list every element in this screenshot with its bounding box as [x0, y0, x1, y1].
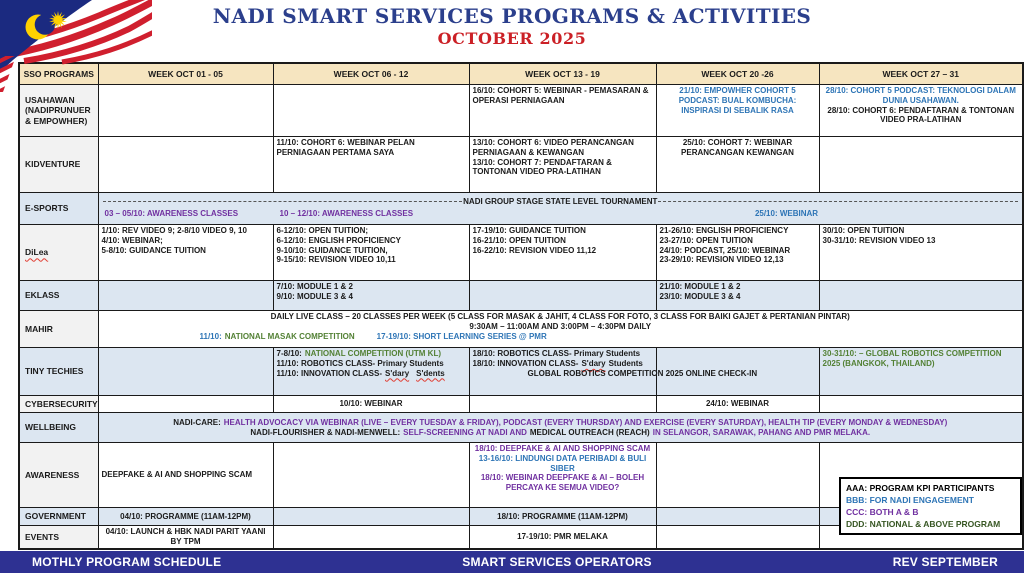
event-entry [277, 349, 466, 359]
cell [273, 281, 469, 311]
event-entry: 25/10: WEBINAR [754, 209, 819, 218]
cell [273, 526, 469, 549]
cell [656, 281, 819, 311]
event-entry: 21/10: EMPOWHER COHORT 5 PODCAST: BUAL KOMBUCHA: INSPIRASI DI SEBALIK RASA [678, 86, 797, 115]
cell [469, 396, 656, 413]
row-tiny-techies [19, 348, 1023, 396]
event-entry [277, 369, 466, 379]
event-text: MEDICAL OUTREACH (REACH) [529, 427, 650, 437]
cell [656, 526, 819, 549]
event-entry: 5-8/10: GUIDANCE TUITION [101, 245, 206, 255]
event-entry: 23-29/10: REVISION VIDEO 12,13 [659, 255, 784, 265]
event-text: NATIONAL MASAK COMPETITION [224, 331, 355, 341]
row-label: GOVERNMENT [19, 508, 98, 526]
row-label [19, 225, 98, 281]
cell [469, 281, 656, 311]
event-entry: 6-12/10: ENGLISH PROFICIENCY [276, 235, 401, 245]
event-entry: 18/10: ROBOTICS CLASS- Primary Students [472, 349, 641, 358]
row-label: KIDVENTURE [19, 137, 98, 193]
event-entry: 16-21/10: OPEN TUITION [472, 235, 566, 245]
cell [273, 225, 469, 281]
event-entry [102, 418, 1020, 428]
event-text: 18/10: INNOVATION CLASS- [472, 358, 579, 368]
event-entry: 7/10: MODULE 1 & 2 [276, 282, 353, 291]
header-cell-week4: WEEK OCT 20 -26 [656, 63, 819, 85]
page-subtitle: OCTOBER 2025 [437, 29, 587, 48]
misspelled-word: S'dents [416, 368, 445, 378]
row-label: EKLASS [19, 281, 98, 311]
program-prefix: NADI-FLOURISHER & NADI-MENWELL: [250, 427, 401, 437]
event-entry: 9-10/10: GUIDANCE TUITION, [276, 245, 388, 255]
event-text: SELF-SCREENING AT NADI AND [403, 427, 527, 437]
cell [819, 348, 1023, 396]
malaysia-flag-logo [0, 0, 152, 96]
cell [819, 85, 1023, 137]
event-entry [473, 359, 653, 369]
row-label: USAHAWAN (NADIPRUNUER & EMPOWHER) [19, 85, 98, 137]
row-label-text: DiLea [25, 247, 49, 258]
event-entry: 18/10: DEEPFAKE & AI AND SHOPPING SCAM [474, 444, 651, 453]
cell [98, 137, 273, 193]
event-entry: DAILY LIVE CLASS – 20 CLASSES PER WEEK (5 CLASS FOR MASAK & JAHIT, 4 CLASS FOR FOTO, 3 CLASS FOR BAIKI GAJET & PERTANIAN PINTAR) [270, 312, 850, 321]
cell [273, 85, 469, 137]
header-cell-week1: WEEK OCT 01 - 05 [98, 63, 273, 85]
page-title: NADI SMART SERVICES PROGRAMS & ACTIVITIES [212, 4, 812, 28]
row-esports [19, 193, 1023, 225]
event-entry [102, 428, 1020, 438]
row-mahir [19, 311, 1023, 348]
dashed-rule [103, 201, 463, 202]
date-prefix: 11/10: [199, 331, 222, 341]
cell [469, 225, 656, 281]
header-cell-week2: WEEK OCT 06 - 12 [273, 63, 469, 85]
row-label: MAHIR [19, 311, 98, 348]
page-header [0, 4, 1024, 48]
header-cell-week5: WEEK OCT 27 – 31 [819, 63, 1023, 85]
footer-right: REV SEPTEMBER [892, 555, 998, 569]
cell [98, 281, 273, 311]
cell [273, 508, 469, 526]
event-text: 11/10: INNOVATION CLASS- [276, 368, 382, 378]
event-text: HEALTH ADVOCACY VIA WEBINAR (LIVE – EVERY TUESDAY & FRIDAY), PODCAST (EVERY THURSDAY) AND EXERCISE (EVERY SATURDAY), HEALTH TIP (EVERY MONDAY & WEDNESDAY) [223, 417, 948, 427]
cell [273, 137, 469, 193]
cell [98, 348, 273, 396]
cell-merged [98, 193, 1023, 225]
event-entry: 10 – 12/10: AWARENESS CLASSES [279, 209, 414, 218]
event-entry: 4/10: WEBINAR; [101, 235, 163, 245]
cell: 04/10: LAUNCH & HBK NADI PARIT YAANI BY TPM [98, 526, 273, 549]
header-cell-week3: WEEK OCT 13 - 19 [469, 63, 656, 85]
row-label: E-SPORTS [19, 193, 98, 225]
event-entry: 23-27/10: OPEN TUITION [659, 235, 753, 245]
event-entry: 23/10: MODULE 3 & 4 [659, 291, 741, 301]
event-entry: 03 – 05/10: AWARENESS CLASSES [104, 209, 239, 218]
legend-item-ddd: DDD: NATIONAL & ABOVE PROGRAM [846, 519, 1001, 530]
cell [819, 281, 1023, 311]
event-entry: 13-16/10: LINDUNGI DATA PERIBADI & BULI SIBER [478, 453, 647, 473]
cell [469, 348, 758, 396]
cell: 17-19/10: PMR MELAKA [469, 526, 656, 549]
event-entry: 30/10: OPEN TUITION [822, 226, 905, 235]
event-entry: 30-31/10: REVISION VIDEO 13 [822, 235, 936, 245]
event-text: Students [608, 358, 643, 368]
legend-item-aaa: AAA: PROGRAM KPI PARTICIPANTS [846, 483, 995, 493]
event-entry: 24/10: PODCAST, 25/10: WEBINAR [659, 245, 791, 255]
event-entry: 25/10: COHORT 7: WEBINAR PERANCANGAN KEWANGAN [681, 138, 794, 157]
program-prefix: NADI-CARE: [173, 417, 221, 427]
event-entry: GLOBAL ROBOTICS COMPETITION 2025 ONLINE CHECK-IN [527, 368, 758, 378]
footer-bar [0, 551, 1024, 573]
tournament-line [99, 193, 1023, 207]
cell [656, 443, 819, 508]
row-label: AWARENESS [19, 443, 98, 508]
row-eklass [19, 281, 1023, 311]
dashed-rule [658, 201, 1018, 202]
header-cell-programs: SSO PROGRAMS [19, 63, 98, 85]
cell [98, 225, 273, 281]
cell: 24/10: WEBINAR [656, 396, 819, 413]
event-entry: 21/10: MODULE 1 & 2 [659, 282, 741, 291]
event-entry: 11/10: ROBOTICS CLASS- Primary Students [276, 358, 444, 368]
event-entry: 18/10: WEBINAR DEEPFAKE & AI – BOLEH PERCAYA KE SEMUA VIDEO? [480, 473, 645, 492]
row-label: TINY TECHIES [19, 348, 98, 396]
event-entry: 30-31/10: – GLOBAL ROBOTICS COMPETITION 2025 (BANGKOK, THAILAND) [822, 349, 1002, 368]
date-prefix: 7-8/10: [276, 349, 302, 358]
event-entry: 9-15/10: REVISION VIDEO 10,11 [276, 255, 396, 265]
cell: 18/10: PROGRAMME (11AM-12PM) [469, 508, 656, 526]
event-entry: 21-26/10: ENGLISH PROFICIENCY [659, 226, 789, 235]
event-entry: 9:30AM – 11:00AM AND 3:00PM – 4:30PM DAILY [469, 321, 652, 331]
legend-item-ccc: CCC: BOTH A & B [846, 507, 919, 518]
cell [469, 137, 656, 193]
cell [819, 137, 1023, 193]
event-entry: 13/10: COHORT 7: PENDAFTARAN & TONTONAN VIDEO PRA-LATIHAN [472, 157, 612, 177]
event-entry: 13/10: COHORT 6: VIDEO PERANCANGAN PERNIAGAAN & KEWANGAN [472, 138, 634, 157]
cell [273, 348, 469, 396]
cell [469, 443, 656, 508]
event-entry: 17-19/10: GUIDANCE TUITION [472, 226, 586, 235]
cell [656, 137, 819, 193]
footer-left: MOTHLY PROGRAM SCHEDULE [32, 555, 222, 569]
cell: 04/10: PROGRAMME (11AM-12PM) [98, 508, 273, 526]
cell [656, 85, 819, 137]
event-entry-line [102, 332, 1020, 342]
event-entry: 28/10: COHORT 5 PODCAST: TEKNOLOGI DALAM DUNIA USAHAWAN. [825, 86, 1016, 105]
cell: 10/10: WEBINAR [273, 396, 469, 413]
header-row [19, 63, 1023, 85]
cell-merged [98, 311, 1023, 348]
cell: DEEPFAKE & AI AND SHOPPING SCAM [98, 443, 273, 508]
row-wellbeing [19, 413, 1023, 443]
legend-box [839, 477, 1022, 535]
row-usahawan [19, 85, 1023, 137]
event-text: NATIONAL COMPETITION (UTM KL) [304, 349, 441, 358]
row-label: WELLBEING [19, 413, 98, 443]
cell [656, 508, 819, 526]
footer-center: SMART SERVICES OPERATORS [462, 555, 652, 569]
cell [98, 396, 273, 413]
event-entry: 28/10: COHORT 6: PENDAFTARAN & TONTONAN VIDEO PRA-LATIHAN [827, 105, 1015, 125]
misspelled-word: S'dary [385, 368, 410, 378]
event-entry: NADI GROUP STAGE STATE LEVEL TOURNAMENT [463, 197, 658, 206]
event-entry: 16-22/10: REVISION VIDEO 11,12 [472, 245, 597, 255]
event-entry [200, 332, 355, 342]
row-cybersecurity [19, 396, 1023, 413]
row-dilea [19, 225, 1023, 281]
cell [469, 85, 656, 137]
event-entry: 1/10: REV VIDEO 9; 2-8/10 VIDEO 9, 10 [101, 226, 247, 235]
event-entry: 9/10: MODULE 3 & 4 [276, 291, 353, 301]
misspelled-word: S'dary [581, 358, 606, 368]
legend-item-bbb: BBB: FOR NADI ENGAGEMENT [846, 495, 974, 506]
cell [656, 225, 819, 281]
event-text: IN SELANGOR, SARAWAK, PAHANG AND PMR MELAKA. [652, 427, 871, 437]
event-entry: 11/10: COHORT 6: WEBINAR PELAN PERNIAGAAN PERTAMA SAYA [276, 138, 415, 157]
event-entry: 16/10: COHORT 5: WEBINAR - PEMASARAN & OPERASI PERNIAGAAN [472, 86, 649, 105]
row-label: CYBERSECURITY [19, 396, 98, 413]
event-entry: 6-12/10: OPEN TUITION; [276, 226, 369, 235]
cell [819, 396, 1023, 413]
cell [819, 225, 1023, 281]
cell [273, 443, 469, 508]
event-entry: 17-19/10: SHORT LEARNING SERIES @ PMR [376, 331, 547, 341]
cell-merged [98, 413, 1023, 443]
row-label: EVENTS [19, 526, 98, 549]
row-kidventure [19, 137, 1023, 193]
